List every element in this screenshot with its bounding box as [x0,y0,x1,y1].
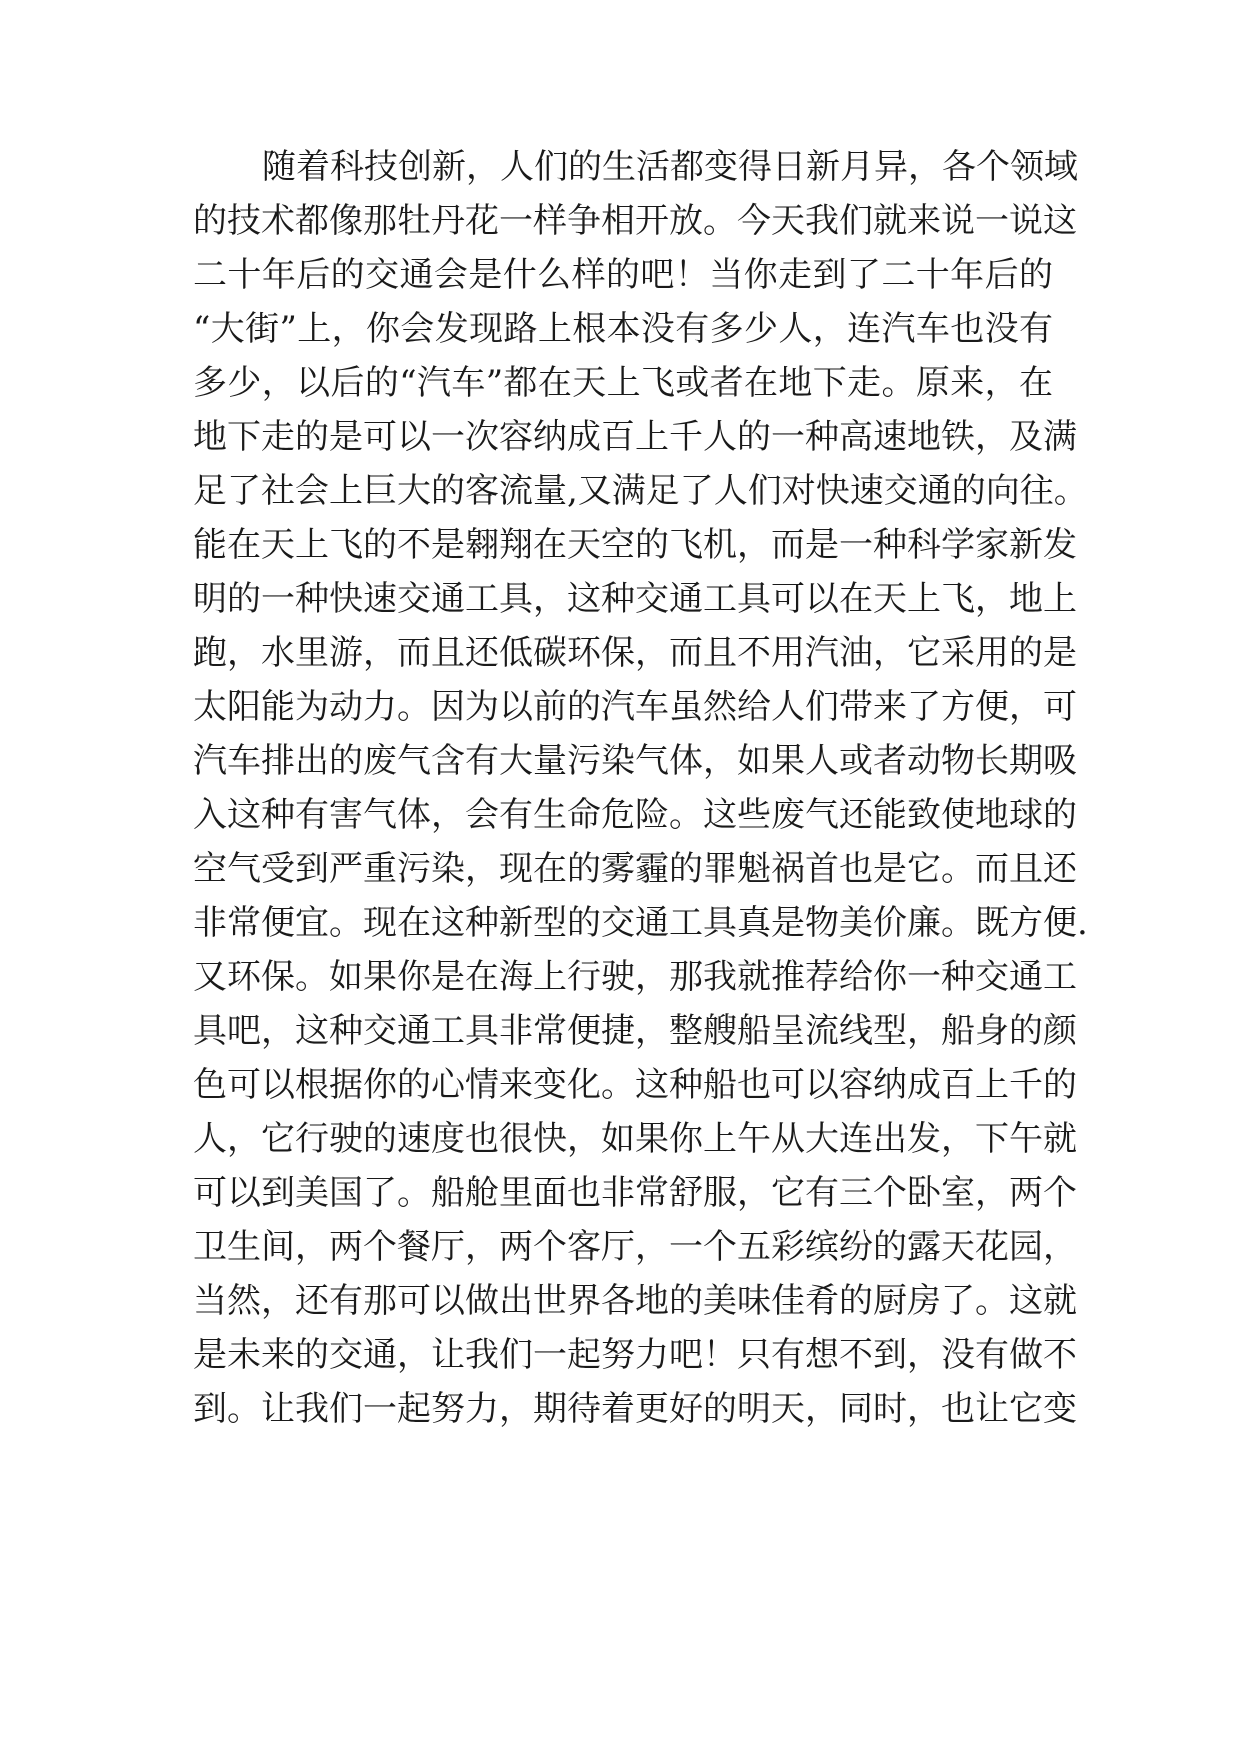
text-line: 非常便宜。现在这种新型的交通工具真是物美价廉。既方便. [193,903,1088,943]
text-line: 足了社会上巨大的客流量,又满足了人们对快速交通的向往。 [193,471,1088,511]
text-line: 人，它行驶的速度也很快，如果你上午从大连出发，下午就 [193,1119,1077,1159]
text-line: 汽车排出的废气含有大量污染气体，如果人或者动物长期吸 [193,741,1077,781]
text-line: 能在天上飞的不是翱翔在天空的飞机，而是一种科学家新发 [193,525,1077,565]
text-line: 又环保。如果你是在海上行驶，那我就推荐给你一种交通工 [193,957,1077,997]
text-line: 当然，还有那可以做出世界各地的美味佳肴的厨房了。这就 [193,1281,1077,1321]
text-line: 色可以根据你的心情来变化。这种船也可以容纳成百上千的 [193,1065,1077,1105]
text-line: 随着科技创新，人们的生活都变得日新月异，各个领域 [262,147,1078,187]
text-line: 空气受到严重污染，现在的雾霾的罪魁祸首也是它。而且还 [193,849,1077,889]
text-line: 到。让我们一起努力，期待着更好的明天，同时，也让它变 [193,1389,1077,1429]
text-line: 入这种有害气体，会有生命危险。这些废气还能致使地球的 [193,795,1077,835]
text-line: 多少，以后的“汽车”都在天上飞或者在地下走。原来，在 [193,363,1053,403]
text-line: 具吧，这种交通工具非常便捷，整艘船呈流线型，船身的颜 [193,1011,1077,1051]
text-line: 卫生间，两个餐厅，两个客厅，一个五彩缤纷的露天花园， [193,1227,1077,1267]
text-line: 是未来的交通，让我们一起努力吧！只有想不到，没有做不 [193,1335,1077,1375]
text-line: 二十年后的交通会是什么样的吧！当你走到了二十年后的 [193,255,1053,295]
text-line: 地下走的是可以一次容纳成百上千人的一种高速地铁，及满 [193,417,1077,457]
text-line: 可以到美国了。船舱里面也非常舒服，它有三个卧室，两个 [193,1173,1077,1213]
text-line: 的技术都像那牡丹花一样争相开放。今天我们就来说一说这 [193,201,1077,241]
text-line: 太阳能为动力。因为以前的汽车虽然给人们带来了方便，可 [193,687,1077,727]
text-line: 跑，水里游，而且还低碳环保，而且不用汽油，它采用的是 [193,633,1077,673]
text-line: 明的一种快速交通工具，这种交通工具可以在天上飞，地上 [193,579,1077,619]
text-line: “大街”上，你会发现路上根本没有多少人，连汽车也没有 [193,309,1053,349]
